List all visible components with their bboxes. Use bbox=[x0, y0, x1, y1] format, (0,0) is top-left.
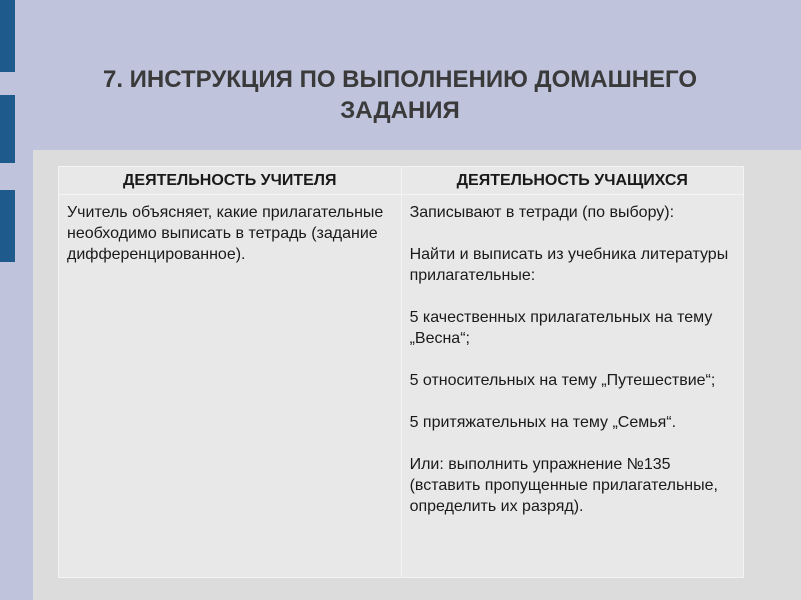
table-header-row bbox=[59, 167, 744, 195]
homework-table bbox=[58, 166, 744, 578]
left-accent-bar-top bbox=[0, 0, 15, 72]
students-activity-paragraph: 5 качественных прилагательных на тему „Весна“; bbox=[409, 309, 713, 347]
teacher-activity-text: Учитель объясняет, какие прилагательные необходимо выписать в тетрадь (задание дифференцированное). bbox=[67, 204, 384, 263]
slide-title: 7. ИНСТРУКЦИЯ ПО ВЫПОЛНЕНИЮ ДОМАШНЕГО ЗАДАНИЯ bbox=[102, 66, 698, 124]
left-accent-bar-bottom bbox=[0, 190, 15, 262]
header-teacher-activity: ДЕЯТЕЛЬНОСТЬ УЧИТЕЛЯ bbox=[59, 167, 402, 195]
header-students-activity: ДЕЯТЕЛЬНОСТЬ УЧАЩИХСЯ bbox=[401, 167, 743, 195]
table-row bbox=[59, 195, 744, 578]
students-activity-paragraph: 5 относительных на тему „Путешествие“; bbox=[409, 372, 716, 389]
teacher-activity-cell bbox=[59, 195, 402, 578]
students-activity-cell bbox=[401, 195, 743, 578]
left-accent-bar-middle bbox=[0, 95, 15, 163]
students-activity-paragraph: 5 притяжательных на тему „Семья“. bbox=[409, 414, 677, 431]
students-activity-paragraph: Записывают в тетради (по выбору): bbox=[409, 204, 675, 221]
students-activity-paragraph: Найти и выписать из учебника литературы прилагательные: bbox=[409, 246, 729, 284]
students-activity-paragraph: Или: выполнить упражнение №135 (вставить пропущенные прилагательные, определить их разряд). bbox=[409, 456, 718, 515]
